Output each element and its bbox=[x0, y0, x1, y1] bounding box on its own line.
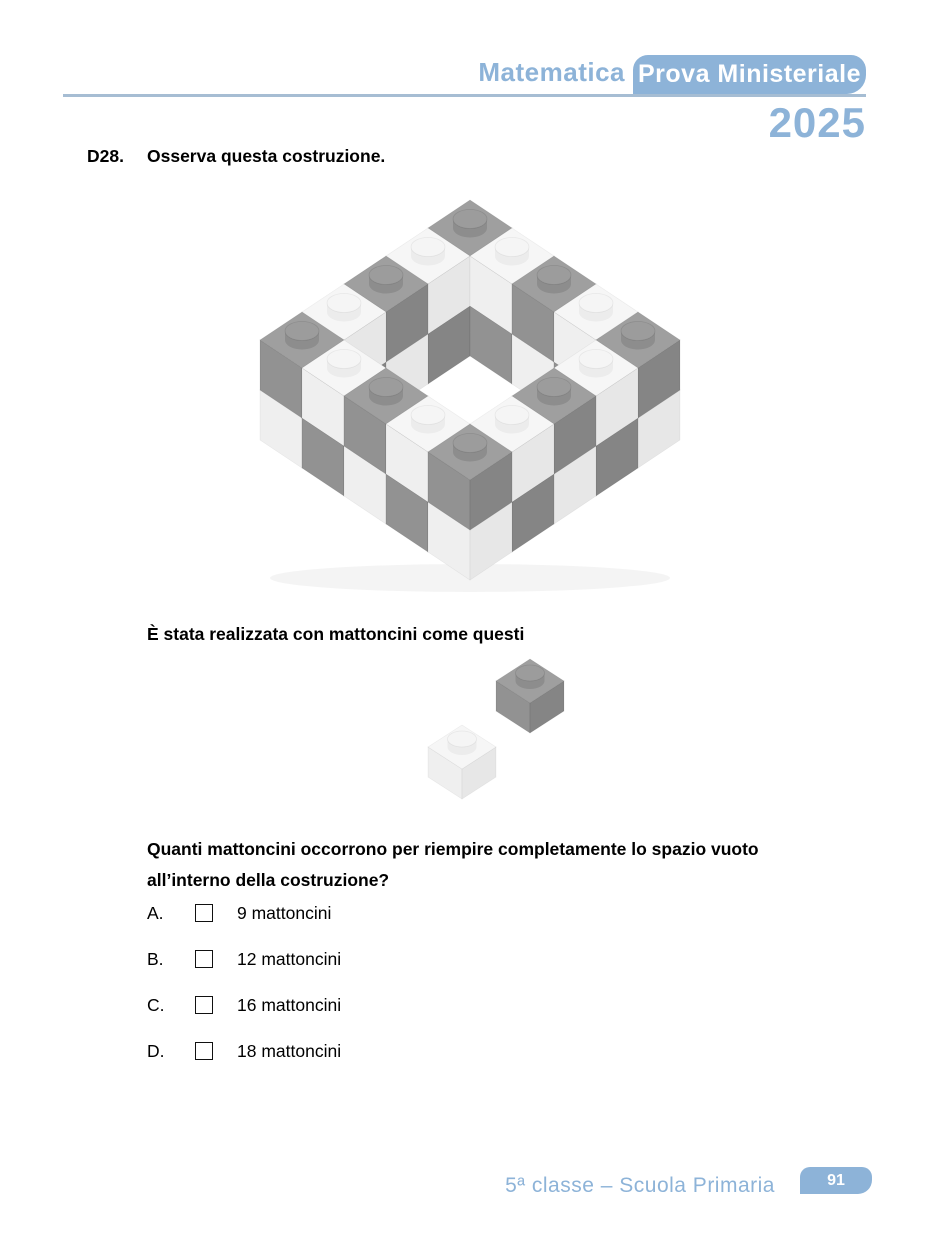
option-checkbox-b[interactable] bbox=[195, 950, 213, 968]
single-bricks-figure bbox=[398, 645, 608, 815]
question-heading bbox=[87, 146, 385, 167]
option-label: 12 mattoncini bbox=[237, 948, 342, 969]
question-prompt: Quanti mattoncini occorrono per riempire completamente lo spazio vuoto all’interno della costruzione? bbox=[147, 839, 759, 890]
option-row-c bbox=[147, 995, 341, 1015]
year-label: 2025 bbox=[768, 99, 866, 146]
option-label: 18 mattoncini bbox=[237, 1040, 342, 1061]
options-list bbox=[147, 903, 341, 1087]
single-bricks-image bbox=[398, 645, 608, 815]
ministerial-badge bbox=[633, 55, 866, 94]
construction-figure bbox=[245, 192, 695, 592]
option-label: 9 mattoncini bbox=[237, 902, 332, 923]
option-checkbox-c[interactable] bbox=[195, 996, 213, 1014]
question-instruction: Osserva questa costruzione. bbox=[147, 146, 386, 166]
page-number: 91 bbox=[827, 1171, 845, 1189]
option-row-b bbox=[147, 949, 341, 969]
subject-label: Matematica bbox=[478, 57, 625, 87]
option-label: 16 mattoncini bbox=[237, 994, 342, 1015]
footer-label: 5ª classe – Scuola Primaria bbox=[505, 1174, 775, 1197]
option-letter: C. bbox=[147, 994, 165, 1015]
option-checkbox-a[interactable] bbox=[195, 904, 213, 922]
construction-image bbox=[245, 192, 695, 592]
option-letter: A. bbox=[147, 902, 164, 923]
option-letter: D. bbox=[147, 1040, 165, 1061]
option-checkbox-d[interactable] bbox=[195, 1042, 213, 1060]
page-number-badge bbox=[800, 1167, 872, 1194]
bricks-caption: È stata realizzata con mattoncini come questi bbox=[147, 624, 525, 644]
question-number: D28. bbox=[87, 146, 124, 166]
ministerial-badge-label: Prova Ministeriale bbox=[638, 60, 861, 88]
option-row-a bbox=[147, 903, 341, 923]
option-row-d bbox=[147, 1041, 341, 1061]
header-divider-line bbox=[63, 94, 866, 97]
option-letter: B. bbox=[147, 948, 164, 969]
